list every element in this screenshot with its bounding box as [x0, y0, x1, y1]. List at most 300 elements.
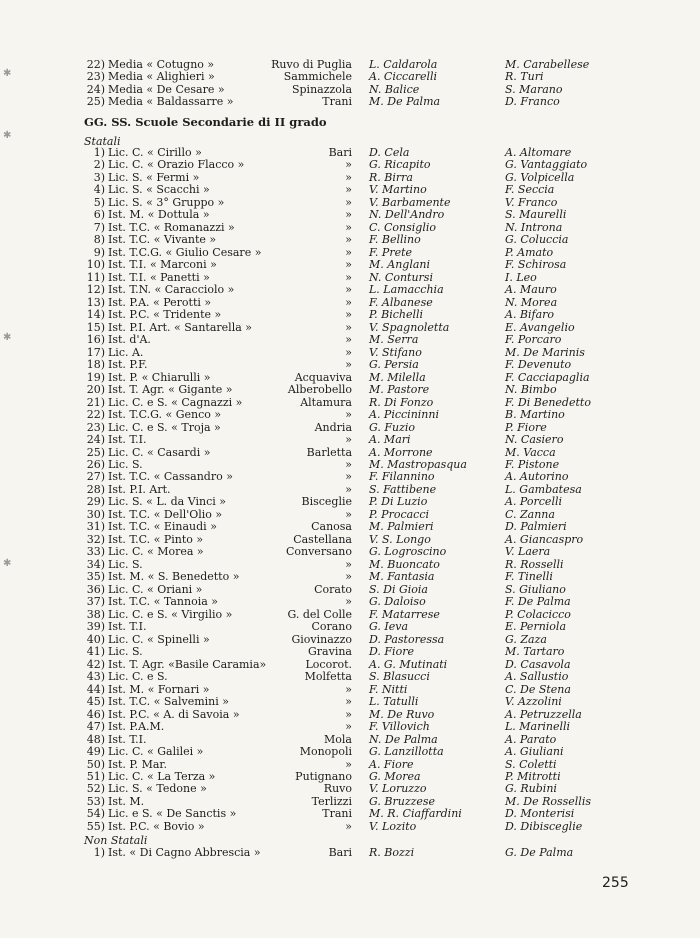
town-name: Spinazzola — [291, 82, 352, 96]
school-name: Lic. C. « Cirillo » — [108, 146, 202, 159]
principal-name: F. Nitti — [369, 682, 408, 696]
school-row — [0, 146, 700, 159]
row-number: 20) — [86, 383, 105, 397]
principal-name: M. Milella — [369, 370, 426, 384]
row-number: 3) — [93, 170, 105, 184]
town-name: G. del Colle — [287, 607, 352, 621]
school-row — [0, 446, 700, 459]
town-name: Giovinazzo — [291, 632, 352, 646]
secretary-name: R. Rosselli — [505, 557, 564, 571]
row-number: 23) — [86, 70, 105, 84]
secretary-name: N. Bimbo — [505, 383, 557, 397]
school-row — [0, 508, 700, 521]
principal-name: F. Villovich — [369, 720, 430, 734]
secretary-name: A. Mauro — [505, 283, 557, 297]
principal-name: D. Fiore — [369, 645, 414, 659]
row-number: 31) — [86, 520, 105, 534]
secretary-name: V. Azzolini — [505, 695, 562, 709]
secretary-name: D. Casavola — [505, 657, 571, 671]
principal-name: V. Lozito — [369, 819, 417, 833]
town-name: Sammichele — [283, 70, 352, 84]
school-name: Ist. P.A.M. — [108, 720, 165, 734]
school-row — [0, 58, 700, 71]
secretary-name: A. Altomare — [505, 146, 572, 159]
school-row — [0, 608, 700, 621]
school-name: Lic. S. « Fermi » — [108, 170, 200, 184]
school-row — [0, 233, 700, 246]
town-name: » — [345, 470, 352, 484]
secretary-name: N. Casiero — [505, 433, 564, 447]
row-number: 49) — [86, 745, 105, 759]
town-name: Acquaviva — [294, 370, 352, 384]
school-name: Ist. T.I. « Marconi » — [108, 258, 217, 272]
town-name: Bari — [328, 846, 352, 859]
principal-name: M. R. Ciaffardini — [369, 807, 462, 821]
row-number: 45) — [86, 695, 105, 709]
town-name: » — [345, 707, 352, 721]
school-row — [0, 333, 700, 346]
principal-name: A. Ciccarelli — [369, 70, 438, 84]
school-name: Lic. C. « La Terza » — [108, 770, 216, 783]
row-number: 38) — [86, 607, 105, 621]
row-number: 42) — [86, 657, 105, 671]
school-row — [0, 321, 700, 334]
town-name: » — [345, 320, 352, 334]
school-name: Lic. C. « Spinelli » — [108, 632, 210, 646]
town-name: Conversano — [285, 545, 352, 559]
school-row — [0, 558, 700, 571]
row-number: 17) — [86, 345, 105, 359]
secretary-name: S. Giuliano — [505, 582, 566, 596]
town-name: Corato — [314, 582, 352, 596]
principal-name: F. Bellino — [369, 233, 421, 247]
school-name: Ist. P.I. Art. « Santarella » — [108, 320, 252, 334]
principal-name: M. Anglani — [369, 258, 431, 272]
principal-name: F. Filannino — [369, 470, 435, 484]
town-name: » — [345, 220, 352, 234]
town-name: » — [345, 308, 352, 322]
school-row — [0, 670, 700, 683]
town-name: » — [345, 358, 352, 372]
school-row — [0, 383, 700, 396]
secretary-name: M. De Rossellis — [505, 794, 591, 808]
town-name: » — [345, 183, 352, 197]
town-name: Ruvo di Puglia — [271, 58, 352, 71]
town-name: » — [345, 482, 352, 496]
row-number: 10) — [86, 258, 105, 272]
school-name: Ist. P. « Chiarulli » — [108, 370, 211, 384]
school-row — [0, 770, 700, 783]
secretary-name: F. Seccia — [505, 183, 555, 197]
school-row — [0, 196, 700, 209]
town-name: Mola — [324, 732, 352, 746]
secretary-name: F. Devenuto — [505, 358, 572, 372]
secretary-name: I. Leo — [505, 270, 537, 284]
row-number: 1) — [93, 146, 105, 159]
secretary-name: B. Martino — [505, 408, 565, 422]
town-name: Locorot. — [305, 657, 352, 671]
school-row — [0, 396, 700, 409]
row-number: 46) — [86, 707, 105, 721]
school-name: Media « De Cesare » — [108, 82, 225, 96]
secretary-name: A. Sallustio — [505, 670, 569, 684]
principal-name: F. Albanese — [369, 295, 433, 309]
secretary-name: V. Franco — [505, 195, 558, 209]
row-number: 54) — [86, 807, 105, 821]
principal-name: L. Caldarola — [369, 58, 438, 71]
principal-name: P. Di Luzio — [369, 495, 428, 509]
secretary-name: G. Volpicella — [505, 170, 575, 184]
school-name: Ist. T.C. « Dell'Olio » — [108, 507, 223, 521]
town-name: » — [345, 283, 352, 297]
school-row — [0, 520, 700, 533]
town-name: » — [345, 757, 352, 771]
secretary-name: F. Tinelli — [505, 570, 553, 584]
principal-name: M. Fantasia — [369, 570, 435, 584]
principal-name: R. Di Fonzo — [369, 395, 434, 409]
principal-name: V. Spagnoletta — [369, 320, 450, 334]
row-number: 8) — [93, 233, 105, 247]
secretary-name: A. Autorino — [505, 470, 569, 484]
school-row — [0, 495, 700, 508]
school-row — [0, 470, 700, 483]
principal-name: P. Bichelli — [369, 308, 424, 322]
principal-name: A. Mari — [369, 433, 411, 447]
school-row — [0, 595, 700, 608]
town-name: » — [345, 233, 352, 247]
school-name: Lic. C. « Morea » — [108, 545, 204, 559]
principal-name: G. Logroscino — [369, 545, 447, 559]
principal-name: G. Morea — [369, 770, 421, 783]
principal-name: G. Fuzio — [369, 420, 416, 434]
school-row — [0, 695, 700, 708]
town-name: Trani — [322, 807, 352, 821]
row-number: 13) — [86, 295, 105, 309]
school-row — [0, 745, 700, 758]
secretary-name: G. Zaza — [505, 632, 547, 646]
principal-name: G. Ricapito — [369, 158, 431, 172]
school-name: Lic. C. e S. « Virgilio » — [108, 607, 233, 621]
secretary-name: D. Monterisi — [505, 807, 575, 821]
row-number: 50) — [86, 757, 105, 771]
school-row — [0, 720, 700, 733]
school-name: Ist. T.C. « Salvemini » — [108, 695, 229, 709]
principal-name: G. Persia — [369, 358, 419, 372]
town-name: Ruvo — [323, 782, 352, 796]
row-number: 1) — [93, 846, 105, 859]
school-row — [0, 258, 700, 271]
town-name: Barletta — [306, 445, 352, 459]
school-row — [0, 545, 700, 558]
principal-name: V. Loruzzo — [369, 782, 427, 796]
town-name: Monopoli — [299, 745, 352, 759]
school-name: Ist. T.C. « Einaudi » — [108, 520, 217, 534]
row-number: 43) — [86, 670, 105, 684]
town-name: » — [345, 345, 352, 359]
row-number: 16) — [86, 333, 105, 347]
school-name: Lic. C. e S. — [108, 670, 168, 684]
school-row — [0, 633, 700, 646]
row-number: 21) — [86, 395, 105, 409]
school-name: Ist. P.C. « Tridente » — [108, 308, 222, 322]
school-name: Lic. S. « Tedone » — [108, 782, 207, 796]
school-name: Ist. T.I. « Panetti » — [108, 270, 210, 284]
secretary-name: E. Avangelio — [505, 320, 575, 334]
principal-name: V. S. Longo — [369, 532, 431, 546]
town-name: Corano — [311, 620, 352, 634]
principal-name: A. Piccininni — [369, 408, 439, 422]
non-statali-label: Non Statali — [84, 834, 148, 847]
principal-name: A. Morrone — [369, 445, 433, 459]
school-row — [0, 820, 700, 833]
school-row — [0, 570, 700, 583]
secretary-name: L. Marinelli — [505, 720, 571, 734]
secretary-name: P. Fiore — [505, 420, 547, 434]
town-name: » — [345, 819, 352, 833]
principal-name: M. Palmieri — [369, 520, 434, 534]
principal-name: M. De Palma — [369, 95, 441, 109]
secretary-name: A. Giuliani — [505, 745, 564, 759]
row-number: 26) — [86, 458, 105, 471]
school-row — [0, 371, 700, 384]
secretary-name: E. Perniola — [505, 620, 566, 634]
principal-name: A. Fiore — [369, 757, 414, 771]
row-number: 40) — [86, 632, 105, 646]
school-name: Ist. M. « Fornari » — [108, 682, 210, 696]
principal-name: D. Pastoressa — [369, 632, 445, 646]
school-name: Media « Alighieri » — [108, 70, 215, 84]
secretary-name: D. Dibisceglie — [505, 819, 583, 833]
school-row — [0, 620, 700, 633]
row-number: 22) — [86, 408, 105, 422]
school-row — [0, 158, 700, 171]
school-row — [0, 458, 700, 471]
school-row — [0, 408, 700, 421]
school-name: Media « Baldassarre » — [108, 95, 234, 109]
binding-mark: ✱ — [3, 130, 12, 141]
principal-name: G. Lanzillotta — [369, 745, 444, 759]
school-row — [0, 758, 700, 771]
principal-name: N. Dell'Andro — [369, 208, 445, 222]
principal-name: L. Lamacchia — [369, 283, 444, 297]
secretary-name: S. Maurelli — [505, 208, 567, 222]
school-row — [0, 733, 700, 746]
school-name: Ist. P.F. — [108, 358, 148, 372]
town-name: Molfetta — [304, 670, 352, 684]
principal-name: M. De Ruvo — [369, 707, 435, 721]
row-number: 18) — [86, 358, 105, 372]
section-heading: GG. SS. Scuole Secondarie di II grado — [84, 115, 327, 129]
town-name: Putignano — [295, 770, 352, 783]
row-number: 2) — [93, 158, 105, 172]
principal-name: M. Pastore — [369, 383, 430, 397]
town-name: » — [345, 195, 352, 209]
school-name: Ist. P.A. « Perotti » — [108, 295, 212, 309]
row-number: 47) — [86, 720, 105, 734]
town-name: » — [345, 245, 352, 259]
statali-label: Statali — [84, 135, 121, 148]
school-row — [0, 358, 700, 371]
town-name: Castellana — [293, 532, 352, 546]
school-name: Ist. P.I. Art. — [108, 482, 171, 496]
school-name: Lic. e S. « De Sanctis » — [108, 807, 237, 821]
school-name: Ist. T. Agr. «Basile Caramia» — [108, 657, 267, 671]
secretary-name: N. Introna — [505, 220, 563, 234]
town-name: Altamura — [300, 395, 352, 409]
town-name: » — [345, 408, 352, 422]
school-row — [0, 846, 700, 859]
secretary-name: V. Laera — [505, 545, 551, 559]
town-name: Bari — [328, 146, 352, 159]
secretary-name: P. Colacicco — [505, 607, 571, 621]
row-number: 51) — [86, 770, 105, 783]
school-row — [0, 782, 700, 795]
town-name: Canosa — [311, 520, 352, 534]
row-number: 39) — [86, 620, 105, 634]
row-number: 19) — [86, 370, 105, 384]
school-name: Lic. C. e S. « Troja » — [108, 420, 221, 434]
school-name: Lic. S. — [108, 557, 143, 571]
secretary-name: A. Giancaspro — [505, 532, 584, 546]
row-number: 29) — [86, 495, 105, 509]
secretary-name: S. Marano — [505, 82, 563, 96]
town-name: » — [345, 695, 352, 709]
school-row — [0, 683, 700, 696]
secretary-name: P. Mitrotti — [505, 770, 561, 783]
school-name: Ist. T.N. « Caracciolo » — [108, 283, 235, 297]
school-name: Ist. M. « Dottula » — [108, 208, 210, 222]
principal-name: S. Di Gioia — [369, 582, 428, 596]
school-name: Lic. C. « Galilei » — [108, 745, 204, 759]
row-number: 4) — [93, 183, 105, 197]
secretary-name: C. Zanna — [505, 507, 555, 521]
row-number: 7) — [93, 220, 105, 234]
school-row — [0, 421, 700, 434]
row-number: 34) — [86, 557, 105, 571]
binding-mark: ✱ — [3, 332, 12, 343]
row-number: 24) — [86, 82, 105, 96]
row-number: 27) — [86, 470, 105, 484]
principal-name: F. Matarrese — [369, 607, 440, 621]
town-name: » — [345, 507, 352, 521]
school-row — [0, 246, 700, 259]
principal-name: C. Consiglio — [369, 220, 437, 234]
school-name: Lic. C. « Orazio Flacco » — [108, 158, 245, 172]
row-number: 11) — [86, 270, 105, 284]
secretary-name: S. Coletti — [505, 757, 557, 771]
principal-name: R. Bozzi — [369, 846, 415, 859]
row-number: 22) — [86, 58, 105, 71]
school-name: Ist. « Di Cagno Abbrescia » — [108, 846, 261, 859]
principal-name: F. Prete — [369, 245, 413, 259]
principal-name: N. Balice — [369, 82, 420, 96]
secretary-name: A. Petruzzella — [505, 707, 582, 721]
secretary-name: G. Vantaggiato — [505, 158, 588, 172]
binding-mark: ✱ — [3, 558, 12, 569]
school-row — [0, 583, 700, 596]
school-name: Lic. S. « 3° Gruppo » — [108, 195, 225, 209]
school-row — [0, 83, 700, 96]
secretary-name: A. Porcelli — [505, 495, 562, 509]
row-number: 35) — [86, 570, 105, 584]
school-row — [0, 346, 700, 359]
secretary-name: C. De Stena — [505, 682, 571, 696]
secretary-name: M. De Marinis — [505, 345, 585, 359]
row-number: 23) — [86, 420, 105, 434]
secretary-name: F. Di Benedetto — [505, 395, 591, 409]
principal-name: N. Contursi — [369, 270, 433, 284]
secretary-name: R. Turi — [505, 70, 544, 84]
principal-name: G. Bruzzese — [369, 794, 436, 808]
secretary-name: G. De Palma — [505, 846, 574, 859]
row-number: 44) — [86, 682, 105, 696]
town-name: » — [345, 270, 352, 284]
row-number: 5) — [93, 195, 105, 209]
school-name: Lic. S. — [108, 458, 143, 471]
town-name: » — [345, 158, 352, 172]
row-number: 48) — [86, 732, 105, 746]
town-name: » — [345, 595, 352, 609]
school-name: Lic. S. « L. da Vinci » — [108, 495, 226, 509]
school-name: Ist. T.I. — [108, 433, 147, 447]
school-name: Ist. P. Mar. — [108, 757, 167, 771]
school-name: Ist. M. « S. Benedetto » — [108, 570, 240, 584]
row-number: 28) — [86, 482, 105, 496]
principal-name: A. G. Mutinati — [369, 657, 448, 671]
principal-name: R. Birra — [369, 170, 413, 184]
school-name: Ist. T.C.G. « Giulio Cesare » — [108, 245, 262, 259]
secretary-name: D. Palmieri — [505, 520, 567, 534]
binding-mark: ✱ — [3, 68, 12, 79]
town-name: » — [345, 170, 352, 184]
row-number: 52) — [86, 782, 105, 796]
town-name: » — [345, 258, 352, 272]
principal-name: V. Stifano — [369, 345, 422, 359]
row-number: 41) — [86, 645, 105, 659]
secretary-name: F. Cacciapaglia — [505, 370, 590, 384]
school-name: Lic. S. « Scacchi » — [108, 183, 210, 197]
school-name: Ist. T.C. « Romanazzi » — [108, 220, 235, 234]
school-row — [0, 708, 700, 721]
school-row — [0, 533, 700, 546]
row-number: 6) — [93, 208, 105, 222]
school-name: Ist. T. Agr. « Gigante » — [108, 383, 233, 397]
town-name: » — [345, 682, 352, 696]
principal-name: L. Tatulli — [369, 695, 419, 709]
row-number: 37) — [86, 595, 105, 609]
school-name: Ist. P.C. « A. di Savoia » — [108, 707, 240, 721]
principal-name: M. Buoncato — [369, 557, 440, 571]
secretary-name: A. Parato — [505, 732, 557, 746]
row-number: 36) — [86, 582, 105, 596]
secretary-name: M. Carabellese — [505, 58, 590, 71]
secretary-name: A. Bifaro — [505, 308, 555, 322]
town-name: » — [345, 557, 352, 571]
principal-name: V. Martino — [369, 183, 427, 197]
secretary-name: F. Porcaro — [505, 333, 562, 347]
secretary-name: G. Coluccia — [505, 233, 569, 247]
principal-name: M. Mastropasqua — [369, 458, 467, 471]
town-name: » — [345, 295, 352, 309]
row-number: 25) — [86, 445, 105, 459]
school-name: Ist. T.I. — [108, 732, 147, 746]
school-row — [0, 296, 700, 309]
school-name: Lic. A. — [108, 345, 144, 359]
town-name: Gravina — [308, 645, 352, 659]
town-name: » — [345, 720, 352, 734]
school-name: Ist. T.C. « Tannoia » — [108, 595, 218, 609]
town-name: Alberobello — [287, 383, 352, 397]
